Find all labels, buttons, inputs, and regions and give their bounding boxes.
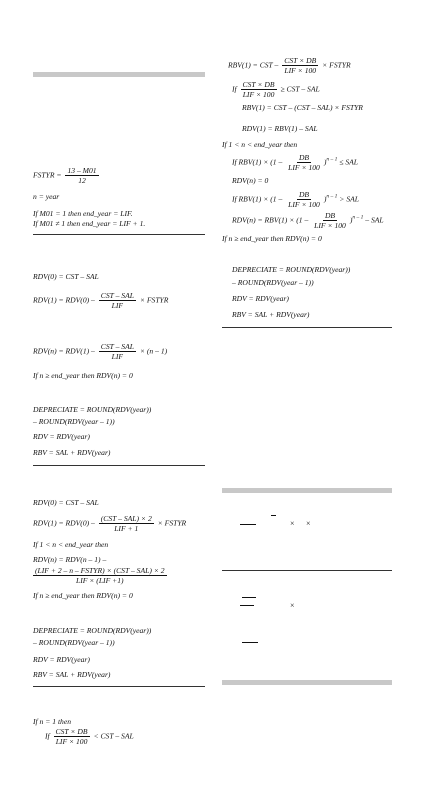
rdvn-paren: ) [349, 215, 353, 225]
section-rule [222, 488, 392, 493]
rdvn-lhs: RDV(n) = RBV(1) × (1 – [232, 215, 309, 225]
rdv1-line: RDV(1) = RBV(1) – SAL [242, 124, 318, 133]
if-ge-denominator: LIF × 100 [242, 90, 275, 99]
if-ge-formula [232, 80, 320, 99]
syd-rdv1-fraction [99, 514, 154, 533]
rdvn-fraction [312, 211, 348, 230]
if-ge-numerator: CST × DB [242, 80, 275, 89]
syd-rdv1-numerator: (CST – SAL) × 2 [100, 514, 152, 523]
syd-rdv1-rhs: × FSTYR [157, 518, 187, 528]
sl-rdv0: RDV(0) = CST – SAL [33, 272, 99, 281]
if-range-line: If 1 < n < end_year then [222, 140, 298, 149]
sl-rdvn-denominator: LIF [111, 352, 124, 361]
sl-rdv1-rhs: × FSTYR [139, 295, 169, 305]
if-le-exponent: n – 1 [326, 156, 338, 163]
fstyr-label: FSTYR = [33, 170, 62, 180]
sl-rdv1-formula [33, 291, 168, 310]
section-rule [222, 327, 392, 328]
if-ge-label: If [232, 84, 237, 94]
if-gt-numerator: DB [298, 190, 310, 199]
fraction-bar-fragment [242, 597, 256, 598]
depreciate-1: DEPRECIATE = ROUND(RDV(year)) [232, 265, 351, 274]
rdvn-zero: RDV(n) = 0 [232, 176, 269, 185]
syd-rdvn-line: RDV(n) = RDV(n – 1) – [33, 555, 107, 564]
syd-rbv: RBV = SAL + RDV(year) [33, 670, 111, 679]
rdvn-rhs: – SAL [365, 215, 384, 225]
syd-rdvn-numerator: (LIF + 2 – n – FSTYR) × (CST – SAL) × 2 [35, 566, 165, 575]
sl-depreciate-2: – ROUND(RDV(year – 1)) [33, 417, 115, 426]
fraction-bar-fragment [240, 524, 256, 525]
rbv1-formula [228, 56, 351, 75]
if-gt-formula [232, 190, 359, 209]
if-le-lhs: If RBV(1) × (1 – [232, 157, 283, 167]
sl-rdvn-fraction [99, 342, 136, 361]
syd-depreciate-1: DEPRECIATE = ROUND(RDV(year)) [33, 626, 152, 635]
if-gt-paren: ) [323, 194, 327, 204]
fraction-bar-fragment [271, 515, 276, 516]
left-column [33, 0, 205, 795]
syd-rdv0: RDV(0) = CST – SAL [33, 498, 99, 507]
sl-rdvn-formula [33, 342, 167, 361]
if-end-line: If n ≥ end_year then RDV(n) = 0 [222, 234, 322, 243]
syd-rdv1-lhs: RDV(1) = RDV(0) – [33, 518, 95, 528]
syd-rdvn-fraction [33, 566, 167, 585]
db-denominator: LIF × 100 [55, 737, 88, 746]
syd-if-end: If n ≥ end_year then RDV(n) = 0 [33, 591, 133, 600]
section-rule [222, 570, 392, 571]
depreciate-2: – ROUND(RDV(year – 1)) [232, 278, 314, 287]
rbv1-lhs: RBV(1) = CST – [228, 60, 279, 70]
rdvn-denominator: LIF × 100 [314, 221, 346, 230]
rbv1-alt: RBV(1) = CST – (CST – SAL) × FSTYR [242, 103, 363, 112]
syd-rdvn-fraction-row [33, 566, 167, 585]
section-rule [33, 686, 205, 687]
sl-rdvn-rhs: × (n – 1) [139, 346, 168, 356]
if-gt-fraction [286, 190, 322, 209]
syd-rdvn-denominator: LIF × (LIF +1) [75, 576, 124, 585]
if-gt-rhs: > SAL [339, 194, 359, 204]
sl-depreciate-1: DEPRECIATE = ROUND(RDV(year)) [33, 405, 152, 414]
syd-rdv: RDV = RDV(year) [33, 655, 90, 664]
times-symbol: × [290, 601, 295, 610]
times-symbol: × [290, 519, 295, 528]
fstyr-formula [33, 166, 101, 185]
if-le-rhs: ≤ SAL [339, 157, 359, 167]
rdvn-exponent: n – 1 [352, 214, 364, 221]
m01-ne-line: If M01 ≠ 1 then end_year = LIF + 1. [33, 219, 146, 228]
m01-eq-line: If M01 = 1 then end_year = LIF. [33, 209, 133, 218]
db-rhs: < CST – SAL [93, 731, 134, 741]
syd-rdv1-denominator: LIF + 1 [114, 524, 139, 533]
syd-depreciate-2: – ROUND(RDV(year – 1)) [33, 638, 115, 647]
sl-rbv: RBV = SAL + RDV(year) [33, 448, 111, 457]
rbv1-rhs: × FSTYR [322, 60, 351, 70]
sl-if-end: If n ≥ end_year then RDV(n) = 0 [33, 371, 133, 380]
times-symbol: × [306, 519, 311, 528]
if-gt-denominator: LIF × 100 [288, 200, 320, 209]
if-le-fraction [286, 153, 322, 172]
n-year-line: n = year [33, 192, 60, 201]
sl-rdv: RDV = RDV(year) [33, 432, 90, 441]
section-rule [33, 72, 205, 77]
db-if-formula [45, 727, 134, 746]
sl-rdv1-lhs: RDV(1) = RDV(0) – [33, 295, 95, 305]
if-le-denominator: LIF × 100 [288, 163, 320, 172]
if-ge-rhs: ≥ CST – SAL [280, 84, 320, 94]
section-rule [222, 680, 392, 685]
rdvn-formula [232, 211, 384, 230]
db-numerator: CST × DB [55, 727, 88, 736]
sl-rdv1-fraction [99, 291, 136, 310]
rbv1-fraction [282, 56, 318, 75]
sl-rdv1-numerator: CST – SAL [100, 291, 134, 300]
fraction-bar-fragment [242, 642, 258, 643]
section-rule [33, 465, 205, 466]
rbv1-numerator: CST × DB [284, 56, 317, 65]
rdvn-numerator: DB [324, 211, 336, 220]
db-if-label: If [45, 731, 50, 741]
sl-rdvn-lhs: RDV(n) = RDV(1) – [33, 346, 95, 356]
if-le-numerator: DB [298, 153, 310, 162]
if-le-paren: ) [323, 157, 327, 167]
if-gt-lhs: If RBV(1) × (1 – [232, 194, 283, 204]
sl-rdv1-denominator: LIF [111, 301, 124, 310]
sl-rdvn-numerator: CST – SAL [100, 342, 134, 351]
fraction-bar-fragment [240, 605, 254, 606]
db-fraction [54, 727, 90, 746]
fstyr-fraction [65, 166, 98, 185]
rdv-line: RDV = RDV(year) [232, 294, 289, 303]
rbv-line: RBV = SAL + RDV(year) [232, 310, 310, 319]
syd-if-range: If 1 < n < end_year then [33, 540, 109, 549]
if-le-formula [232, 153, 358, 172]
db-if-n1: If n = 1 then [33, 717, 72, 726]
if-gt-exponent: n – 1 [326, 193, 338, 200]
fstyr-numerator: 13 – M01 [67, 166, 97, 175]
section-rule [33, 234, 205, 235]
if-ge-fraction [241, 80, 277, 99]
rbv1-denominator: LIF × 100 [284, 66, 317, 75]
syd-rdv1-formula [33, 514, 186, 533]
fstyr-denominator: 12 [78, 176, 86, 185]
right-column [222, 0, 392, 795]
